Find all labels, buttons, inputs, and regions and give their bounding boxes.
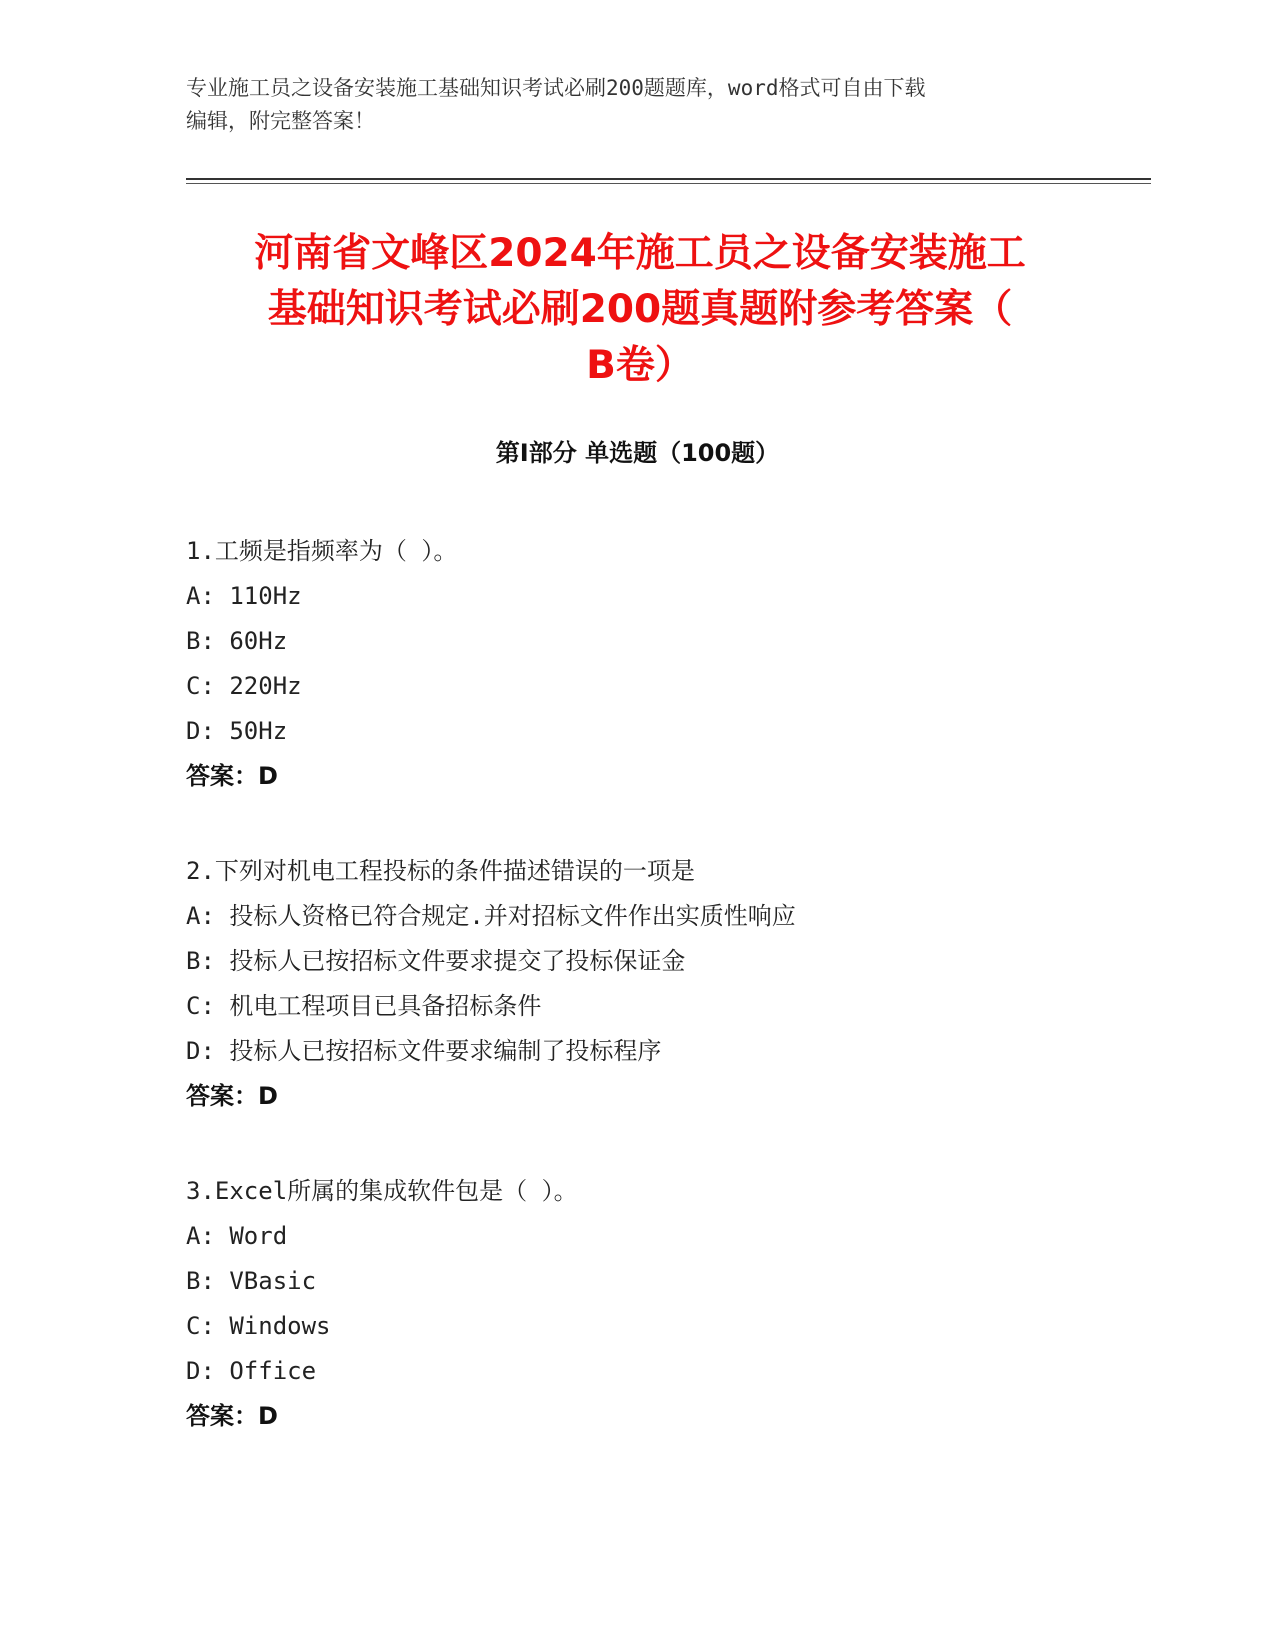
- option-a: A: Word: [186, 1222, 288, 1250]
- document-title-line-3: B卷）: [586, 343, 694, 388]
- option-a: A: 110Hz: [186, 582, 302, 610]
- answer: 答案：D: [186, 1082, 278, 1110]
- document-title: [160, 226, 1120, 394]
- option-c: C: Windows: [186, 1312, 331, 1340]
- header-note-line-2: 编辑，附完整答案！: [186, 109, 375, 133]
- question-stem: 1.工频是指频率为（ ）。: [186, 537, 458, 565]
- header-note-line-1: 专业施工员之设备安装施工基础知识考试必刷200题题库，word格式可自由下载: [186, 76, 926, 100]
- answer: 答案：D: [186, 762, 278, 790]
- header-divider-thin: [186, 183, 1151, 184]
- option-a: A: 投标人资格已符合规定.并对招标文件作出实质性响应: [186, 902, 796, 930]
- question-2: [186, 849, 1186, 1119]
- header-note: [186, 72, 1086, 138]
- document-title-line-1: 河南省文峰区2024年施工员之设备安装施工: [254, 231, 1026, 276]
- option-d: D: 50Hz: [186, 717, 288, 745]
- document-title-line-2: 基础知识考试必刷200题真题附参考答案（: [267, 287, 1013, 332]
- option-c: C: 220Hz: [186, 672, 302, 700]
- option-b: B: 60Hz: [186, 627, 288, 655]
- option-b: B: 投标人已按招标文件要求提交了投标保证金: [186, 947, 686, 975]
- option-b: B: VBasic: [186, 1267, 317, 1295]
- option-d: D: Office: [186, 1357, 317, 1385]
- option-c: C: 机电工程项目已具备招标条件: [186, 992, 542, 1020]
- question-1: [186, 529, 1186, 799]
- question-stem: 2.下列对机电工程投标的条件描述错误的一项是: [186, 857, 695, 885]
- option-d: D: 投标人已按招标文件要求编制了投标程序: [186, 1037, 662, 1065]
- section-heading: 第I部分 单选题（100题）: [495, 439, 780, 467]
- answer: 答案：D: [186, 1402, 278, 1430]
- question-stem: 3.Excel所属的集成软件包是（ ）。: [186, 1177, 578, 1205]
- question-3: [186, 1169, 1186, 1439]
- header-divider-thick: [186, 178, 1151, 180]
